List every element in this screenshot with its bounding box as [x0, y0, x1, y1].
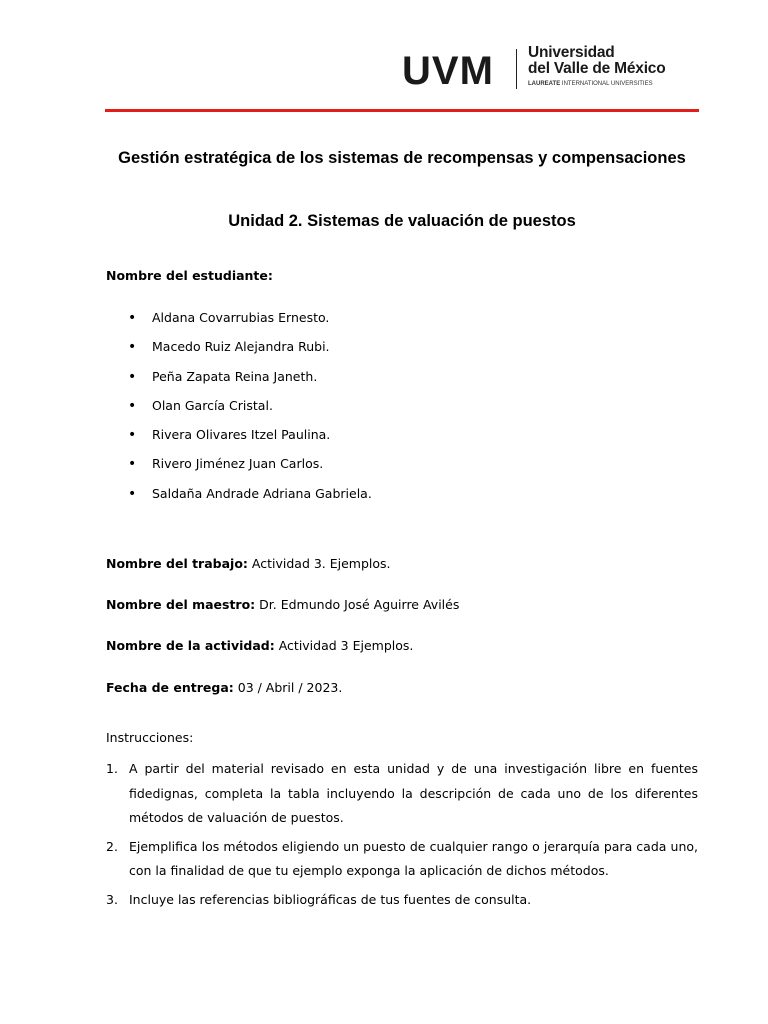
list-item — [106, 308, 372, 337]
item-text: A partir del material revisado en esta unidad y de una investigación libre en fuentes fidedignas, completa la tabla incluyendo la descripción de cada uno de los diferentes métodos de valuación de puestos. — [129, 761, 698, 825]
item-number: 2. — [106, 838, 118, 854]
list-item — [106, 396, 372, 425]
field-trabajo — [106, 556, 391, 572]
list-item — [106, 454, 372, 483]
document-title: Gestión estratégica de los sistemas de recompensas y compensaciones — [118, 149, 686, 167]
field-value: Actividad 3 Ejemplos. — [274, 638, 414, 653]
list-item — [106, 757, 698, 831]
document-subtitle: Unidad 2. Sistemas de valuación de puestos — [228, 212, 576, 230]
student-name: Olan García Cristal. — [152, 397, 273, 413]
field-value: 03 / Abril / 2023. — [233, 680, 343, 695]
bullet: • — [128, 427, 137, 444]
item-number: 1. — [106, 761, 118, 776]
field-value: Dr. Edmundo José Aguirre Avilés — [255, 597, 460, 612]
list-item — [106, 484, 372, 513]
student-name: Saldaña Andrade Adriana Gabriela. — [152, 485, 372, 501]
logo-sub-rest: INTERNATIONAL UNIVERSITIES — [560, 81, 653, 87]
students-list — [106, 308, 372, 513]
list-item — [106, 835, 698, 884]
list-item — [106, 425, 372, 454]
logo-separator — [516, 49, 517, 89]
logo-line-1: Universidad — [528, 44, 615, 61]
instructions-list — [106, 757, 698, 916]
bullet: • — [128, 310, 137, 326]
student-name: Rivero Jiménez Juan Carlos. — [152, 456, 324, 472]
item-text: Ejemplifica los métodos eligiendo un puesto de cualquier rango o jerarquía para cada uno, con la finalidad de que tu ejemplo exponga la aplicación de dichos métodos. — [129, 838, 698, 878]
student-name: Peña Zapata Reina Janeth. — [152, 368, 318, 384]
logo-sub-bold: LAUREATE — [528, 81, 561, 87]
student-name: Macedo Ruiz Alejandra Rubi. — [152, 339, 330, 355]
field-label: Nombre de la actividad: — [106, 638, 275, 653]
list-item — [106, 337, 372, 366]
student-name: Aldana Covarrubias Ernesto. — [152, 310, 330, 325]
field-actividad — [106, 638, 413, 654]
bullet: • — [128, 339, 137, 356]
logo-subtitle — [528, 81, 666, 88]
bullet: • — [128, 368, 137, 385]
field-label: Nombre del maestro: — [106, 597, 256, 612]
field-label: Fecha de entrega: — [106, 680, 234, 695]
field-fecha — [106, 680, 342, 696]
bullet: • — [128, 485, 137, 502]
bullet: • — [128, 397, 137, 414]
field-label: Nombre del trabajo: — [106, 556, 248, 571]
list-item — [106, 888, 698, 913]
student-name: Rivera Olivares Itzel Paulina. — [152, 427, 331, 443]
uvm-logo — [402, 44, 666, 93]
logo-line-2: del Valle de México — [528, 60, 666, 77]
field-maestro — [106, 597, 459, 613]
logo-mark: UVM — [402, 49, 494, 93]
students-label-text: Nombre del estudiante: — [106, 268, 273, 283]
instructions-title: Instrucciones: — [106, 730, 194, 745]
bullet: • — [128, 456, 137, 473]
item-number: 3. — [106, 891, 118, 907]
item-text: Incluye las referencias bibliográficas de tus fuentes de consulta. — [129, 891, 532, 907]
list-item — [106, 367, 372, 396]
header-divider — [105, 109, 699, 112]
students-label — [106, 268, 273, 284]
field-value: Actividad 3. Ejemplos. — [247, 556, 391, 571]
logo-text — [528, 45, 666, 88]
